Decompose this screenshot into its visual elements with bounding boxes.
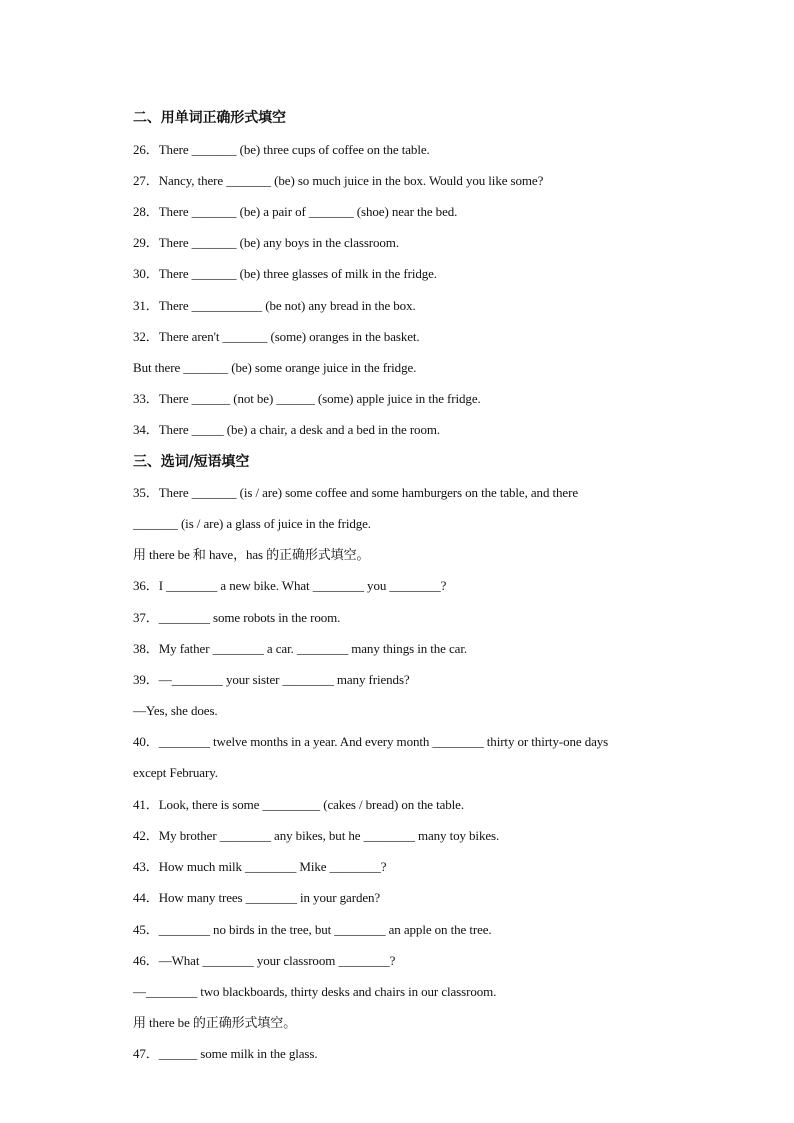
section-title-choose-word: 三、选词/短语填空	[133, 454, 250, 470]
question-26: 26．There _______ (be) three cups of coffee on the table.	[133, 142, 430, 157]
question-39: 39．—________ your sister ________ many friends?	[133, 672, 410, 687]
question-34: 34．There _____ (be) a chair, a desk and a bed in the room.	[133, 422, 441, 437]
question-28: 28．There _______ (be) a pair of _______ (shoe) near the bed.	[133, 204, 458, 219]
question-38: 38．My father ________ a car. ________ many things in the car.	[133, 641, 468, 656]
question-44: 44．How many trees ________ in your garden?	[133, 890, 381, 905]
question-43: 43．How much milk ________ Mike ________?	[133, 859, 387, 874]
instruction-there-be: 用 there be 的正确形式填空。	[133, 1015, 297, 1030]
question-27: 27．Nancy, there _______ (be) so much juice in the box. Would you like some?	[133, 173, 544, 188]
question-37: 37．________ some robots in the room.	[133, 610, 341, 625]
instruction-there-be-have-has: 用 there be 和 have，has 的正确形式填空。	[133, 547, 370, 562]
question-31: 31．There ___________ (be not) any bread in the box.	[133, 298, 416, 313]
question-46-answer: —________ two blackboards, thirty desks and chairs in our classroom.	[133, 984, 497, 999]
question-33: 33．There ______ (not be) ______ (some) apple juice in the fridge.	[133, 391, 481, 406]
question-40: 40．________ twelve months in a year. And every month ________ thirty or thirty-one days	[133, 734, 609, 749]
section-title-fill-in-word-form: 二、用单词正确形式填空	[133, 110, 286, 126]
question-41: 41．Look, there is some _________ (cakes / bread) on the table.	[133, 797, 464, 812]
question-35: 35．There _______ (is / are) some coffee and some hamburgers on the table, and there	[133, 485, 578, 500]
question-32: 32．There aren't _______ (some) oranges in the basket.	[133, 329, 420, 344]
question-36: 36．I ________ a new bike. What ________ you ________?	[133, 578, 447, 593]
question-29: 29．There _______ (be) any boys in the classroom.	[133, 235, 399, 250]
question-39-answer: —Yes, she does.	[133, 703, 218, 718]
question-47: 47．______ some milk in the glass.	[133, 1046, 318, 1061]
question-45: 45．________ no birds in the tree, but ________ an apple on the tree.	[133, 922, 492, 937]
question-46: 46．—What ________ your classroom ________?	[133, 953, 396, 968]
question-40-continued: except February.	[133, 765, 218, 780]
question-35-continued: _______ (is / are) a glass of juice in the fridge.	[133, 516, 371, 531]
question-30: 30．There _______ (be) three glasses of milk in the fridge.	[133, 266, 437, 281]
question-32-continued: But there _______ (be) some orange juice in the fridge.	[133, 360, 417, 375]
question-42: 42．My brother ________ any bikes, but he ________ many toy bikes.	[133, 828, 500, 843]
